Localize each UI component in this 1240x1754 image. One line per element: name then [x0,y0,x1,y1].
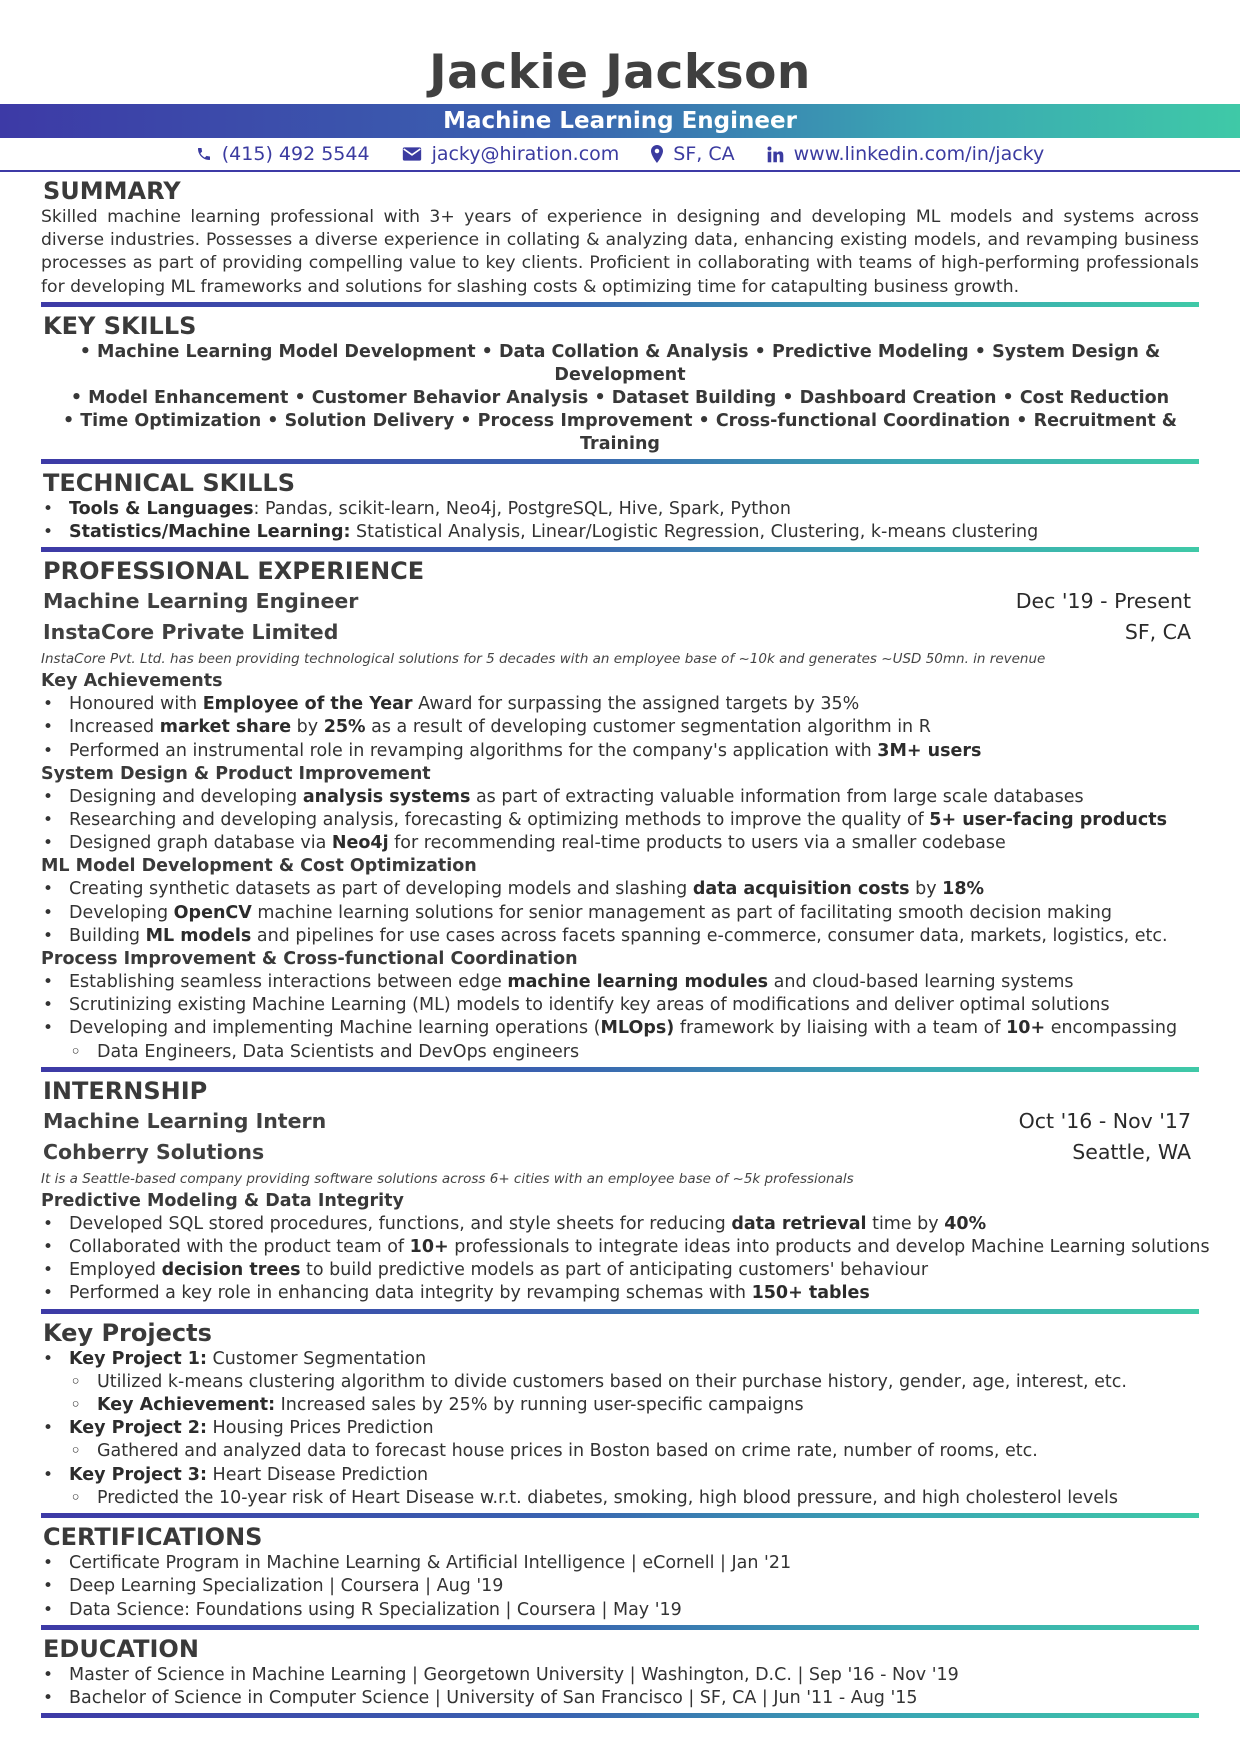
list-item: • Key Project 2: Housing Prices Prediction [41,1417,1199,1440]
list-item: • Increased market share by 25% as a result of developing customer segmentation algorithm in R [41,716,1199,739]
technical-skills-heading: TECHNICAL SKILLS [43,468,295,497]
phone-icon [196,146,212,162]
job-dates: Dec '19 - Present [1015,589,1191,614]
achievement-group-title: Process Improvement & Cross-functional Coordination [41,949,578,970]
list-item: • Employed decision trees to build predictive models as part of anticipating customers' behaviour [41,1259,1199,1282]
achievement-list [41,878,1199,948]
education-list [41,1664,1199,1710]
list-item: • Developing OpenCV machine learning solutions for senior management as part of facilitating smooth decision making [41,902,1199,925]
certifications-heading: CERTIFICATIONS [43,1523,263,1552]
company-name: InstaCore Private Limited [43,620,339,645]
list-item: • Honoured with Employee of the Year Award for surpassing the assigned targets by 35% [41,693,1199,716]
summary-heading: SUMMARY [43,177,181,205]
list-item: • Developed SQL stored procedures, functions, and style sheets for reducing data retrieval time by 40% [41,1213,1199,1236]
list-item: • Master of Science in Machine Learning | Georgetown University | Washington, D.C. | Sep '16 - Nov '19 [41,1664,1199,1687]
experience-heading: PROFESSIONAL EXPERIENCE [43,557,425,586]
job-role-row [41,586,1199,617]
resume-body [0,172,1240,1718]
job-company-row [41,617,1199,648]
job-role: Machine Learning Engineer [43,589,359,614]
key-skills-heading: KEY SKILLS [43,311,197,340]
list-item: • Bachelor of Science in Computer Science | University of San Francisco | SF, CA | Jun '11 - Aug '15 [41,1687,1199,1710]
job-title-banner [0,104,1240,138]
achievement-list [41,971,1199,1064]
achievement-list [41,693,1199,763]
company-description: It is a Seattle-based company providing software solutions across 6+ cities with an employee base of ~5k professionals [41,1170,854,1187]
internship-list [41,1213,1210,1306]
achievement-group-title: Predictive Modeling & Data Integrity [41,1190,404,1211]
list-item: • Collaborated with the product team of 10+ professionals to integrate ideas into products and develop Machine Learning solutions [41,1236,1199,1259]
technical-skills-list [41,498,1199,544]
list-item: • Designing and developing analysis systems as part of extracting valuable information from large scale databases [41,786,1199,809]
email-text: jacky@hiration.com [431,143,620,165]
achievement-group-title: System Design & Product Improvement [41,763,431,784]
company-description: InstaCore Pvt. Ltd. has been providing technological solutions for 5 decades with an employee base of ~10k and generates ~USD 50mn. in revenue [41,651,1046,668]
contact-bar [0,138,1240,170]
list-item: • Tools & Languages: Pandas, scikit-learn, Neo4j, PostgreSQL, Hive, Spark, Python [41,498,1199,521]
key-skills-line: • Machine Learning Model Development • Data Collation & Analysis • Predictive Modeling • System Design & Development [79,341,1161,385]
company-name: Cohberry Solutions [43,1139,265,1164]
linkedin-text: www.linkedin.com/in/jacky [793,143,1045,165]
sub-list-item: ◦ Utilized k-means clustering algorithm to divide customers based on their purchase history, gender, age, interest, etc. [41,1371,1199,1394]
certifications-list [41,1552,1199,1622]
company-location: Seattle, WA [1072,1139,1191,1164]
achievement-group-title: Key Achievements [41,671,223,692]
location-text: SF, CA [673,143,735,165]
internship-heading: INTERNSHIP [43,1076,208,1105]
list-item: • Data Science: Foundations using R Specialization | Coursera | May '19 [41,1599,1199,1622]
candidate-name: Jackie Jackson [429,45,811,100]
list-item: • Key Project 3: Heart Disease Prediction [41,1464,1199,1487]
linkedin-icon [767,146,784,163]
list-item: • Performed an instrumental role in revamping algorithms for the company's application with 3M+ users [41,740,1199,763]
list-item: • Creating synthetic datasets as part of developing models and slashing data acquisition costs by 18% [41,878,1199,901]
list-item: • Establishing seamless interactions between edge machine learning modules and cloud-based learning systems [41,971,1199,994]
job-title: Machine Learning Engineer [443,108,797,134]
projects-heading: Key Projects [43,1318,212,1347]
map-pin-icon [651,145,663,163]
contact-linkedin[interactable] [767,143,1045,165]
list-item: • Designed graph database via Neo4j for recommending real-time products to users via a smaller codebase [41,832,1199,855]
sub-list-item: ◦ Key Achievement: Increased sales by 25% by running user-specific campaigns [41,1394,1199,1417]
section-divider [41,1713,1199,1718]
contact-phone[interactable] [196,143,370,165]
job-company-row [41,1137,1199,1168]
list-item: • Developing and implementing Machine learning operations (MLOps) framework by liaising with a team of 10+ encompassing [41,1017,1199,1040]
contact-location [651,143,734,165]
achievement-group-title: ML Model Development & Cost Optimization [41,856,477,877]
list-item: • Deep Learning Specialization | Coursera | Aug '19 [41,1575,1199,1598]
key-skills-line: • Model Enhancement • Customer Behavior Analysis • Dataset Building • Dashboard Creation • Cost Reduction [70,387,1170,408]
phone-text: (415) 492 5544 [221,143,370,165]
list-item: • Certificate Program in Machine Learning & Artificial Intelligence | eCornell | Jan '21 [41,1552,1199,1575]
list-item: • Building ML models and pipelines for use cases across facets spanning e-commerce, consumer data, markets, logistics, etc. [41,925,1199,948]
contact-email[interactable] [402,143,620,165]
envelope-icon [402,146,422,162]
job-role: Machine Learning Intern [43,1108,327,1133]
list-item: • Performed a key role in enhancing data integrity by revamping schemas with 150+ tables [41,1282,1199,1305]
key-skills-line: • Time Optimization • Solution Delivery • Process Improvement • Cross-functional Coordination • Recruitment & Training [62,410,1178,454]
summary-text: Skilled machine learning professional with 3+ years of experience in designing and developing ML models and systems across diverse industries. Possesses a diverse experience in collating & analyzing data, enhancing existing models, and revamping business processes as part of providing compelling value to key clients. Proficient in collaborating with teams of high-performing professionals for developing ML frameworks and solutions for slashing costs & optimizing time for catapulting business growth. [41,207,1199,297]
projects-list [41,1348,1199,1510]
list-item: • Statistics/Machine Learning: Statistical Analysis, Linear/Logistic Regression, Clustering, k-means clustering [41,521,1199,544]
company-location: SF, CA [1124,620,1191,645]
sub-list-item: ◦ Predicted the 10-year risk of Heart Disease w.r.t. diabetes, smoking, high blood pressure, and high cholesterol levels [41,1487,1199,1510]
list-item: • Researching and developing analysis, forecasting & optimizing methods to improve the quality of 5+ user-facing products [41,809,1199,832]
job-role-row [41,1106,1199,1137]
education-heading: EDUCATION [43,1634,199,1663]
achievement-list [41,786,1199,856]
job-dates: Oct '16 - Nov '17 [1018,1108,1191,1133]
list-item: • Key Project 1: Customer Segmentation [41,1348,1199,1371]
list-item: • Scrutinizing existing Machine Learning (ML) models to identify key areas of modifications and deliver optimal solutions [41,994,1199,1017]
sub-list-item: ◦ Data Engineers, Data Scientists and DevOps engineers [41,1041,1199,1064]
sub-list-item: ◦ Gathered and analyzed data to forecast house prices in Boston based on crime rate, number of rooms, etc. [41,1440,1199,1463]
